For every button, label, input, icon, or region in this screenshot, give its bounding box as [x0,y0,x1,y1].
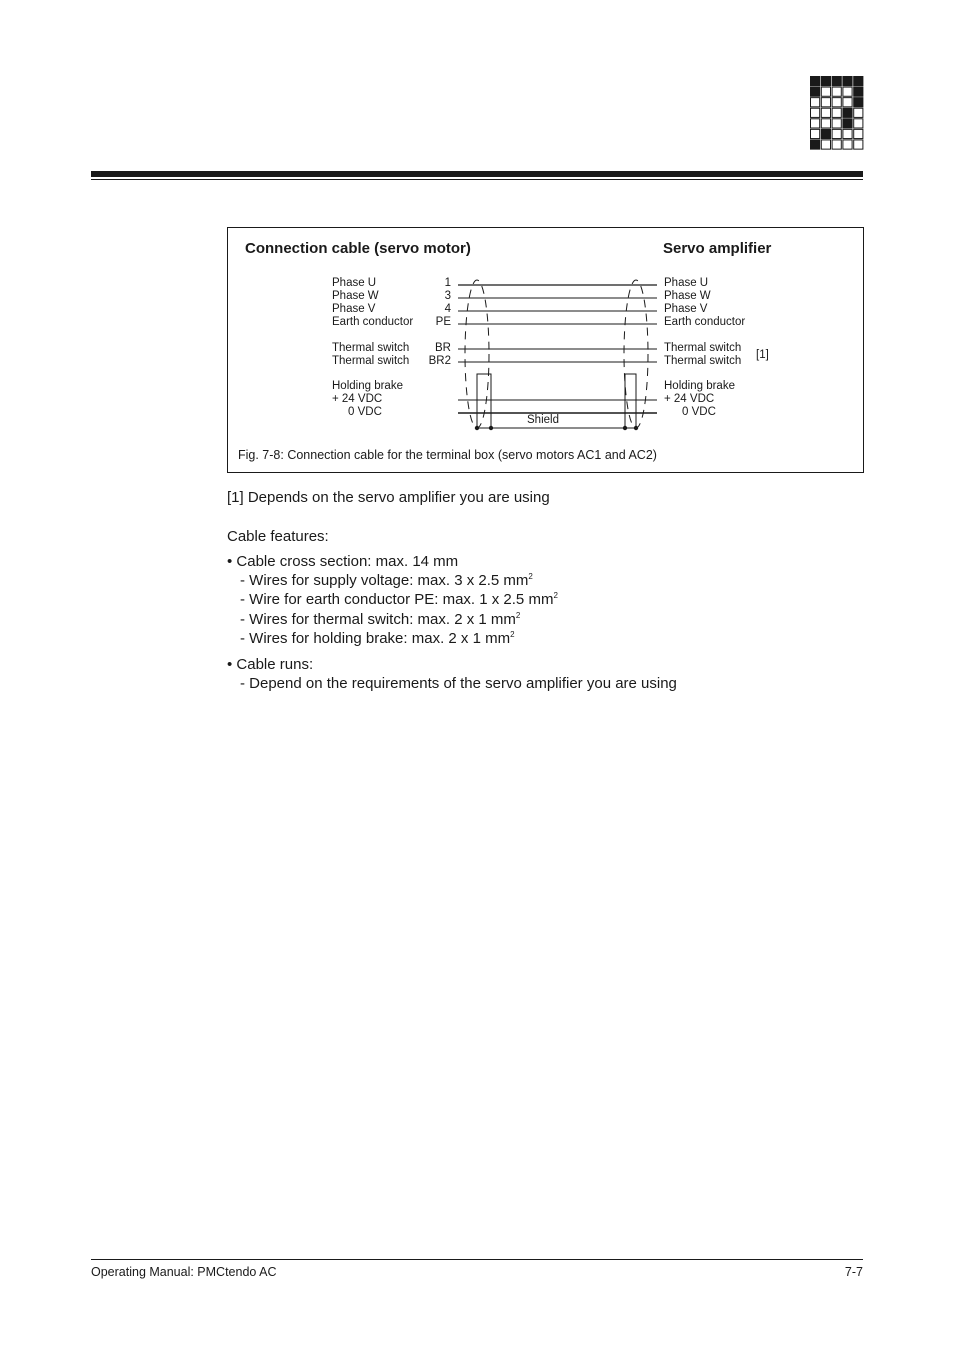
logo-cell [854,140,863,149]
pin-1: 1 [444,277,451,289]
logo-cell [811,98,820,107]
logo-cell [843,140,852,149]
left-label-24vdc: + 24 VDC [332,393,383,405]
right-label-earth: Earth conductor [664,316,746,328]
right-label-phase-u: Phase U [664,277,709,289]
pin-pe: PE [435,316,451,328]
logo-cell [811,140,820,149]
logo-cell [811,77,820,86]
logo-cell [821,119,830,128]
figure-heading-right: Servo amplifier [663,240,772,257]
sub-holding-brake: - Wires for holding brake: max. 2 x 1 $mm^2$ [240,630,515,647]
footer-left: Operating Manual: PMCtendo AC [91,1265,277,1279]
logo-cell [854,87,863,96]
left-label-thermal-2: Thermal switch [332,355,410,367]
logo-cell [843,98,852,107]
logo-cell [832,140,841,149]
left-label-holding-brake: Holding brake [332,380,403,392]
left-label-earth: Earth conductor [332,316,414,328]
logo-cell [854,129,863,138]
pin-3: 3 [444,290,451,302]
logo-cell [832,119,841,128]
logo-cell [843,77,852,86]
figure-heading-left: Connection cable (servo motor) [245,240,471,257]
pin-4: 4 [444,303,451,315]
logo-cell [843,108,852,117]
bullet-cable-runs: • Cable runs: [227,656,314,673]
logo-grid [810,76,864,150]
logo-cell [811,129,820,138]
right-label-thermal-1: Thermal switch [664,342,742,354]
features-heading: Cable features: [227,528,329,545]
shield-drain-left [477,374,491,428]
logo-cell [821,129,830,138]
logo-cell [832,108,841,117]
wiring-diagram [440,270,670,435]
logo-cell [821,77,830,86]
footer-rule [91,1259,863,1260]
footnote: [1] Depends on the servo amplifier you are using [227,489,550,506]
logo-cell [832,87,841,96]
right-label-0vdc: 0 VDC [682,406,716,418]
logo-cell [832,77,841,86]
right-label-phase-v: Phase V [664,303,708,315]
right-label-thermal-2: Thermal switch [664,355,742,367]
logo-cell [811,87,820,96]
left-label-phase-w: Phase W [332,290,379,302]
reference-marker: [1] [756,349,769,361]
pin-br: BR [435,342,451,354]
logo-cell [811,108,820,117]
sub-earth-conductor: - Wire for earth conductor PE: max. 1 x 2.5 $mm^2$ [240,591,558,608]
logo-cell [843,87,852,96]
shield-label: Shield [527,414,559,426]
bullet-cross-section: • Cable cross section: max. 14 mm [227,553,459,570]
logo-cell [843,129,852,138]
figure-caption: Fig. 7-8: Connection cable for the terminal box (servo motors AC1 and AC2) [238,448,657,462]
pin-br2: BR2 [428,355,451,367]
logo-cell [832,98,841,107]
sub-supply-voltage: - Wires for supply voltage: max. 3 x 2.5 $mm^2$ [240,572,533,589]
logo-cell [811,119,820,128]
left-label-0vdc: 0 VDC [348,406,382,418]
logo-cell [854,77,863,86]
sub-cable-runs: - Depend on the requirements of the servo amplifier you are using [240,675,677,692]
logo-cell [854,119,863,128]
left-label-phase-u: Phase U [332,277,377,289]
logo-cell [821,108,830,117]
left-label-phase-v: Phase V [332,303,376,315]
logo-cell [821,140,830,149]
left-label-thermal-1: Thermal switch [332,342,410,354]
logo-cell [843,119,852,128]
right-label-24vdc: + 24 VDC [664,393,715,405]
logo-cell [854,108,863,117]
logo-cell [832,129,841,138]
right-label-phase-w: Phase W [664,290,711,302]
sub-thermal-switch: - Wires for thermal switch: max. 2 x 1 $mm^2$ [240,611,521,628]
logo-cell [854,98,863,107]
logo-cell [821,98,830,107]
header-rule [91,171,863,177]
right-label-holding-brake: Holding brake [664,380,735,392]
footer-page-number: 7-7 [844,1265,863,1279]
header-rule-thin [91,179,863,180]
logo-cell [821,87,830,96]
